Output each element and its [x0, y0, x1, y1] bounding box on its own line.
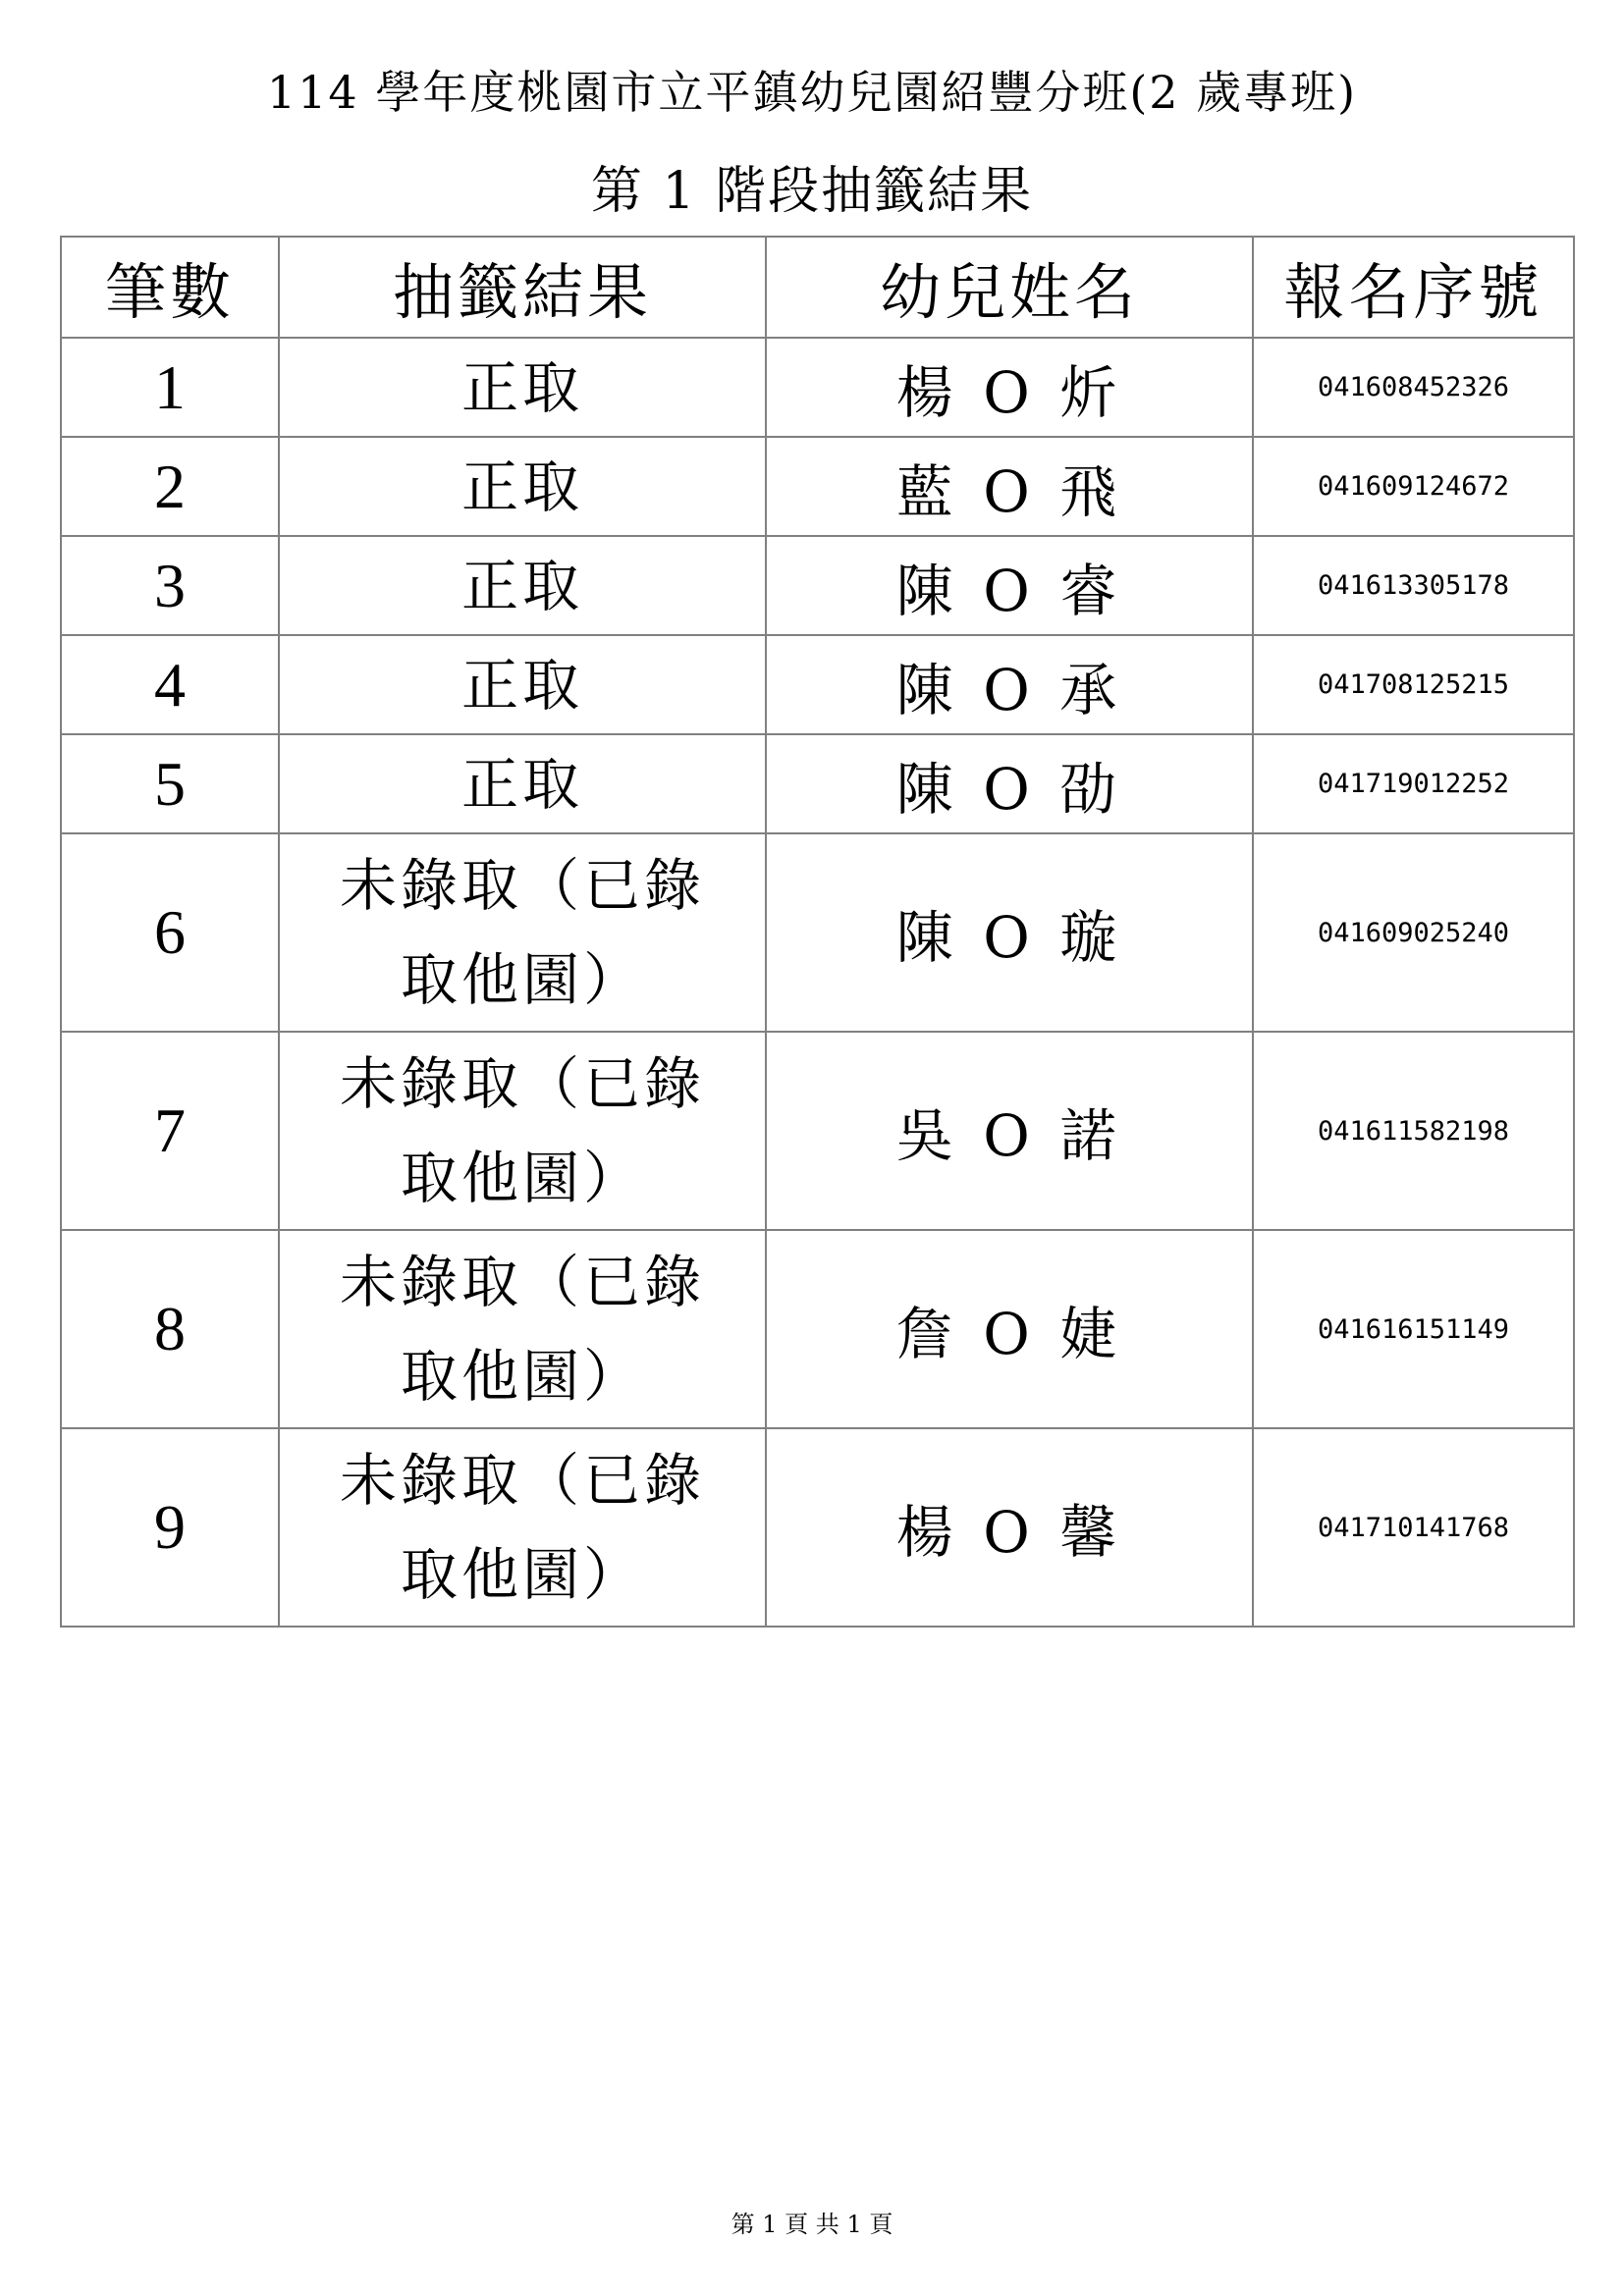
row-result-cell [279, 833, 766, 1032]
row-registration-id: 041616151149 [1253, 1230, 1574, 1428]
row-no: 6 [61, 833, 279, 1032]
table-row [61, 734, 1574, 833]
row-child-name: 藍 O 飛 [766, 437, 1253, 536]
row-child-name: 陳 O 璇 [766, 833, 1253, 1032]
row-result: 未錄取（已錄取他園） [339, 1447, 705, 1608]
page-footer: 第 1 頁 共 1 頁 [731, 2211, 893, 2238]
table-row [61, 437, 1574, 536]
row-result: 正取 [279, 734, 766, 833]
row-result: 正取 [279, 437, 766, 536]
row-registration-id: 041609124672 [1253, 437, 1574, 536]
row-child-name: 吳 O 諾 [766, 1032, 1253, 1230]
row-result: 正取 [279, 338, 766, 437]
table-header-row [61, 237, 1574, 338]
row-no: 4 [61, 635, 279, 734]
table-row [61, 338, 1574, 437]
row-registration-id: 041719012252 [1253, 734, 1574, 833]
row-registration-id: 041613305178 [1253, 536, 1574, 635]
row-result: 未錄取（已錄取他園） [339, 852, 705, 1013]
header-id: 報名序號 [1253, 237, 1574, 338]
table-row [61, 1428, 1574, 1627]
row-no: 9 [61, 1428, 279, 1627]
row-child-name: 楊 O 炘 [766, 338, 1253, 437]
table-row [61, 1230, 1574, 1428]
lottery-results-table [60, 236, 1575, 1628]
row-registration-id: 041708125215 [1253, 635, 1574, 734]
table-row [61, 635, 1574, 734]
row-child-name: 陳 O 承 [766, 635, 1253, 734]
document-title: 114 學年度桃園市立平鎮幼兒園紹豐分班(2 歲專班) [266, 66, 1358, 119]
row-no: 5 [61, 734, 279, 833]
header-result: 抽籤結果 [279, 237, 766, 338]
row-registration-id: 041609025240 [1253, 833, 1574, 1032]
row-child-name: 陳 O 劭 [766, 734, 1253, 833]
row-no: 8 [61, 1230, 279, 1428]
header-no: 筆數 [61, 237, 279, 338]
row-no: 3 [61, 536, 279, 635]
row-result-cell [279, 1032, 766, 1230]
header-name: 幼兒姓名 [766, 237, 1253, 338]
document-subtitle: 第 1 階段抽籤結果 [590, 162, 1034, 221]
table-row [61, 833, 1574, 1032]
row-result: 未錄取（已錄取他園） [339, 1249, 705, 1410]
row-child-name: 詹 O 婕 [766, 1230, 1253, 1428]
row-result: 正取 [279, 635, 766, 734]
row-registration-id: 041611582198 [1253, 1032, 1574, 1230]
row-result-cell [279, 1428, 766, 1627]
row-registration-id: 041710141768 [1253, 1428, 1574, 1627]
table-row [61, 1032, 1574, 1230]
row-no: 7 [61, 1032, 279, 1230]
row-child-name: 陳 O 睿 [766, 536, 1253, 635]
row-result: 正取 [279, 536, 766, 635]
row-result-cell [279, 1230, 766, 1428]
row-registration-id: 041608452326 [1253, 338, 1574, 437]
table-row [61, 536, 1574, 635]
row-result: 未錄取（已錄取他園） [339, 1050, 705, 1211]
row-no: 1 [61, 338, 279, 437]
row-child-name: 楊 O 馨 [766, 1428, 1253, 1627]
row-no: 2 [61, 437, 279, 536]
